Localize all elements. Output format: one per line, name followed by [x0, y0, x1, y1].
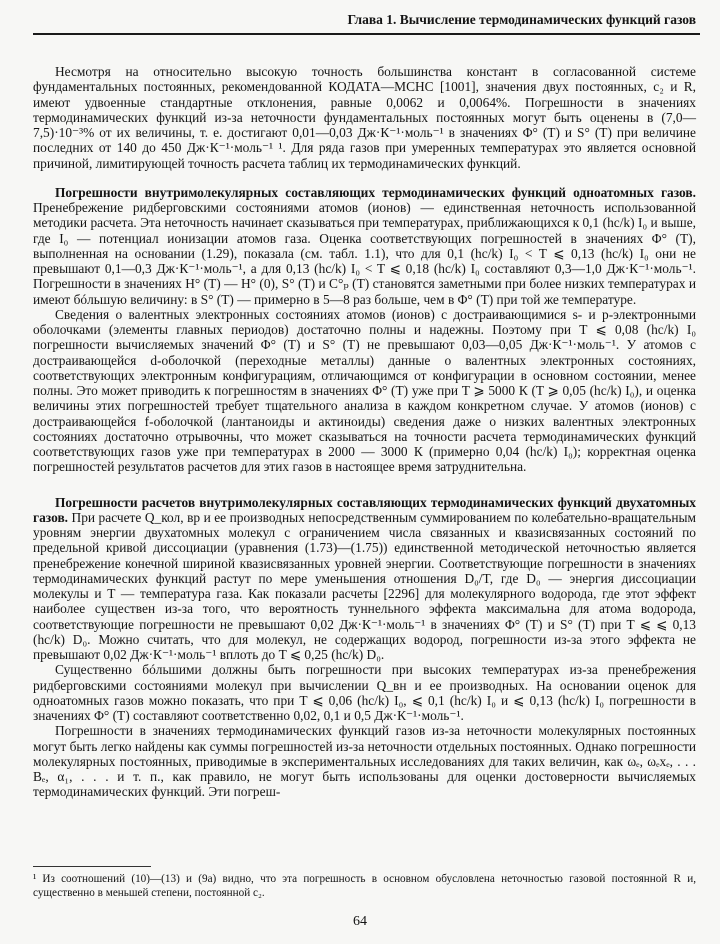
- paragraph-monatomic-errors: [33, 185, 696, 307]
- paragraph-constants-accuracy: Несмотря на относительно высокую точность большинства констант в согласованной системе фундаментальных постоянных, рекомендованной КОДАТА—МСНС [1001], значения двух постоянных, c₂ и R, имеют удвоенные стандартные отклонения, равные 0,0062 и 0,0064%. Погрешности в значениях термодинамических функций из-за неточности фундаментальных постоянных могут быть оценены в (7,0—7,5)·10⁻³% от их величины, т. е. достигают 0,01—0,03 Дж·К⁻¹·моль⁻¹ в значениях Φ° (T) и S° (T) при величине последних от 140 до 450 Дж·К⁻¹·моль⁻¹ ¹. Для ряда газов при умеренных температурах это является основной причиной, лимитирующей точность расчета таблиц их термодинамических функций.: [33, 64, 696, 171]
- paragraph-molecular-constants: Погрешности в значениях термодинамических функций газов из-за неточности молекулярных постоянных могут быть легко найдены как суммы погрешностей из-за неточности отдельных постоянных. Однако погрешности молекулярных постоянных, приводимые в экспериментальных исследованиях для таких величин, как ωₑ, ωₑxₑ, . . . Bₑ, α₁, . . . и т. п., как правило, не могут быть использованы для оценки достоверности вычисляемых термодинамических функций. Эти погреш-: [33, 723, 696, 800]
- paragraph-text: Пренебрежение ридберговскими состояниями атомов (ионов) — единственная неточность использованной методики расчета. Эта неточность начинает сказываться при температурах, приближающихся к 0,1 (hc/k) I₀ и выше, где I₀ — потенциал ионизации атомов газа. Оценка соответствующих погрешностей в значениях Φ° (T), выполненная на основании (1.29), показала (см. табл. 1.1), что для 0,1 (hc/k) I₀ < T ⩽ 0,13 (hc/k) I₀ они не превышают 0,1—0,3 Дж·К⁻¹·моль⁻¹, а для 0,13 (hc/k) I₀ < T ⩽ 0,18 (hc/k) I₀ составляют 0,3—1,0 Дж·К⁻¹·моль⁻¹. Погрешности в значениях H° (T) — H° (0), S° (T) и C°ₚ (T) становятся заметными при более низких температурах и имеют бóльшую величину: в S° (T) — примерно в 5—8 раз больше, чем в Φ° (T) при той же температуре.: [33, 200, 696, 307]
- paragraph-valence-states: Сведения о валентных электронных состояниях атомов (ионов) с достраивающимися s- и p-электронными оболочками (элементы главных периодов) достаточно полны и надежны. Поэтому при T ⩽ 0,08 (hc/k) I₀ погрешности вычисляемых значений Φ° (T) и S° (T) не превышают 0,03—0,05 Дж·К⁻¹·моль⁻¹. У атомов с достраивающейся d-оболочкой (переходные металлы) данные о валентных электронных состояниях, соответствующих электронным конфигурациям, отличающимся от конфигурации в основном состоянии, менее полны. Это может приводить к погрешностям в значениях Φ° (T) уже при T ⩾ 5000 К (T ⩾ 0,05 (hc/k) I₀), и оценка величины этих погрешностей требует тщательного анализа в каждом конкретном случае. У атомов (ионов) с достраивающейся f-оболочкой (лантаноиды и актиноиды) сведения даже о низких валентных электронных состояниях достаточно отрывочны, что может сказываться на точности расчета термодинамических функций соответствующих газов уже при температурах в 2000 — 3000 К (примерно 0,04 (hc/k) I₀); корректная оценка погрешностей результатов расчетов для этих газов в настоящее время затруднительна.: [33, 306, 696, 475]
- footnote-marker: ¹: [33, 873, 37, 885]
- section-lead-monatomic: Погрешности внутримолекулярных составляющих термодинамических функций одноатомных газов.: [55, 184, 696, 200]
- page-body: [33, 64, 696, 800]
- running-header: Глава 1. Вычисление термодинамических функций газов: [347, 12, 696, 27]
- paragraph-diatomic-errors: [33, 495, 696, 663]
- footnote-text: Из соотношений (10)—(13) и (9а) видно, что эта погрешность в основном обусловлена неточностью газовой постоянной R и, существенно в меньшей степени, постоянной c₂.: [33, 873, 696, 899]
- footnote-rule: [33, 866, 151, 867]
- page-number: 64: [353, 914, 367, 929]
- paragraph-text: При расчете Q_кол, вр и ее производных непосредственным суммированием по колебательно-вращательным уровням энергии двухатомных молекул с ограничением числа связанных и квазисвязанных состояний по предельной кривой диссоциации (уравнения (1.73)—(1.75)) единственной методической неточностью является пренебрежение конечной шириной квазисвязанных уровней энергии. Соответствующие погрешности в значениях термодинамических функций растут по мере уменьшения отношения D₀/T, где D₀ — энергия диссоциации молекулы и T — температура газа. Как показали расчеты [2296] для молекулярного водорода, где этот эффект наиболее существен из-за того, что вероятность туннельного эффекта максимальна для атома водорода, соответствующие погрешности не превышают 0,02 Дж·К⁻¹·моль⁻¹ в значениях Φ° (T) и S° (T) при T ⩽ ⩽ 0,13 (hc/k) D₀. Можно считать, что для молекул, не содержащих водород, погрешности из-за этого эффекта не превышают 0,02 Дж·К⁻¹·моль⁻¹ вплоть до T ⩽ 0,25 (hc/k) D₀.: [33, 509, 696, 662]
- paragraph-rydberg-molecules: Существенно бóльшими должны быть погрешности при высоких температурах из-за пренебрежения ридберговскими состояниями молекул при вычислении Q_вн и ее производных. На основании оценок для одноатомных газов можно показать, что при T ⩽ 0,06 (hc/k) I₀, ⩽ 0,1 (hc/k) I₀ и ⩽ 0,13 (hc/k) I₀ погрешности в значениях Φ° (T) составляют соответственно 0,02, 0,1 и 0,5 Дж·К⁻¹·моль⁻¹.: [33, 662, 696, 723]
- footnote: [33, 872, 696, 900]
- header-rule: [33, 33, 700, 35]
- section-lead-diatomic: Погрешности расчетов внутримолекулярных составляющих термодинамических функций двухатомных газов.: [33, 494, 696, 525]
